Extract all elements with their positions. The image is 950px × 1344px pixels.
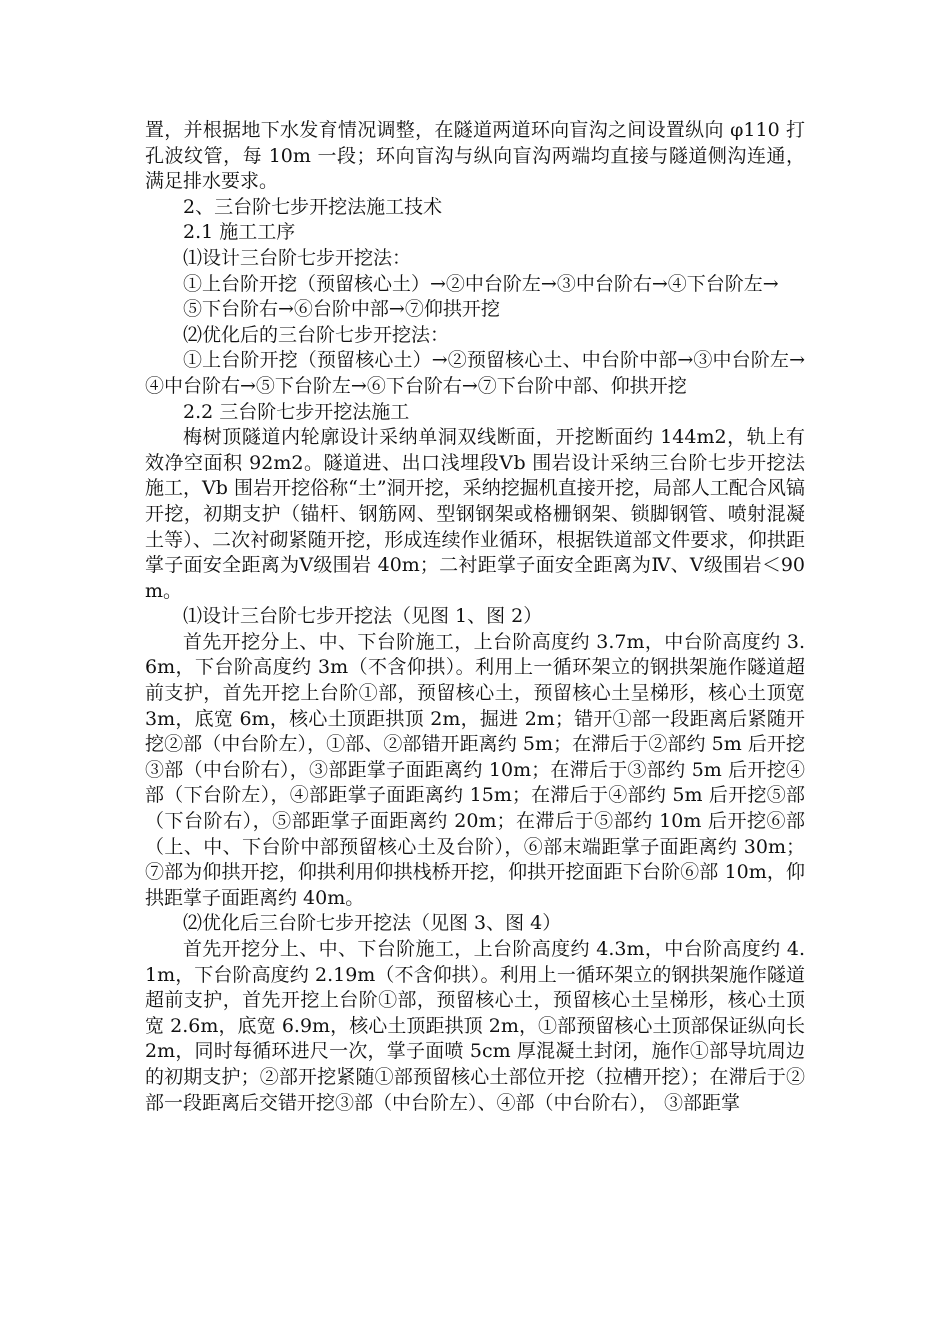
paragraph-design-method-title: ⑴设计三台阶七步开挖法：	[183, 246, 412, 269]
paragraph-optimized-method-title: ⑵优化后的三台阶七步开挖法：	[183, 323, 450, 346]
paragraph-design-method-figs: ⑴设计三台阶七步开挖法（见图 1、图 2）	[183, 605, 543, 628]
heading-section-2: 2、三台阶七步开挖法施工技术	[183, 195, 443, 218]
document-page	[145, 118, 805, 1116]
paragraph-design-steps-2: ⑤下台阶右→⑥台阶中部→⑦仰拱开挖	[183, 298, 500, 321]
paragraph-drainage-continued: 置，并根据地下水发育情况调整，在隧道两道环向盲沟之间设置纵向 φ110 打孔波纹管，每 10m 一段；环向盲沟与纵向盲沟两端均直接与隧道侧沟连通，满足排水要求。	[145, 119, 805, 193]
paragraph-tunnel-profile: 梅树顶隧道内轮廓设计采纳单洞双线断面，开挖断面约 144m2，轨上有效净空面积 92m2。隧道进、出口浅埋段Ⅴb 围岩设计采纳三台阶七步开挖法施工，Ⅴb 围岩开挖俗称“土”洞开挖，采纳挖掘机直接开挖，局部人工配合风镐开挖，初期支护（锚杆、钢筋网、型钢钢架或格栅钢架、锁脚钢管、喷射混凝土等）、二次衬砌紧随开挖，形成连续作业循环，根据铁道部文件要求，仰拱距掌子面安全距离为Ⅴ级围岩 40m；二衬距掌子面安全距离为Ⅳ、Ⅴ级围岩＜90m。	[145, 426, 805, 602]
paragraph-design-steps-1: ①上台阶开挖（预留核心土）→②中台阶左→③中台阶右→④下台阶左→	[183, 272, 779, 295]
heading-section-2-1: 2.1 施工工序	[183, 221, 296, 244]
paragraph-optimized-method-figs: ⑵优化后三台阶七步开挖法（见图 3、图 4）	[183, 912, 562, 935]
heading-section-2-2: 2.2 三台阶七步开挖法施工	[183, 400, 410, 423]
paragraph-optimized-method-body: 首先开挖分上、中、下台阶施工，上台阶高度约 4.3m，中台阶高度约 4.1m，下台阶高度约 2.19m（不含仰拱）。利用上一循环架立的钢拱架施作隧道超前支护，首先开挖上台阶①部，预留核心土，预留核心土呈梯形，核心土顶宽 2.6m，底宽 6.9m，核心土顶距拱顶 2m，①部预留核心土顶部保证纵向长 2m，同时每循环进尺一次，掌子面喷 5cm 厚混凝土封闭，施作①部导坑周边的初期支护；②部开挖紧随①部预留核心土部位开挖（拉槽开挖）；在滞后于②部一段距离后交错开挖③部（中台阶左）、④部（中台阶右）， ③部距掌	[145, 938, 805, 1114]
paragraph-design-method-body: 首先开挖分上、中、下台阶施工，上台阶高度约 3.7m，中台阶高度约 3.6m，下台阶高度约 3m（不含仰拱）。利用上一循环架立的钢拱架施作隧道超前支护，首先开挖上台阶①部，预留核心土，预留核心土呈梯形，核心土顶宽 3m，底宽 6m，核心土顶距拱顶 2m，掘进 2m；错开①部一段距离后紧随开挖②部（中台阶左），①部、②部错开距离约 5m；在滞后于②部约 5m 后开挖③部（中台阶右），③部距掌子面距离约 10m；在滞后于③部约 5m 后开挖④部（下台阶左），④部距掌子面距离约 15m；在滞后于④部约 5m 后开挖⑤部（下台阶右），⑤部距掌子面距离约 20m；在滞后于⑤部约 10m 后开挖⑥部（上、中、下台阶中部预留核心土及台阶），⑥部末端距掌子面距离约 30m；⑦部为仰拱开挖，仰拱利用仰拱栈桥开挖，仰拱开挖面距下台阶⑥部 10m，仰拱距掌子面距离约 40m。	[145, 630, 805, 909]
paragraph-optimized-steps: ①上台阶开挖（预留核心土）→②预留核心土、中台阶中部→③中台阶左→④中台阶右→⑤下台阶左→⑥下台阶右→⑦下台阶中部、仰拱开挖	[145, 349, 805, 397]
